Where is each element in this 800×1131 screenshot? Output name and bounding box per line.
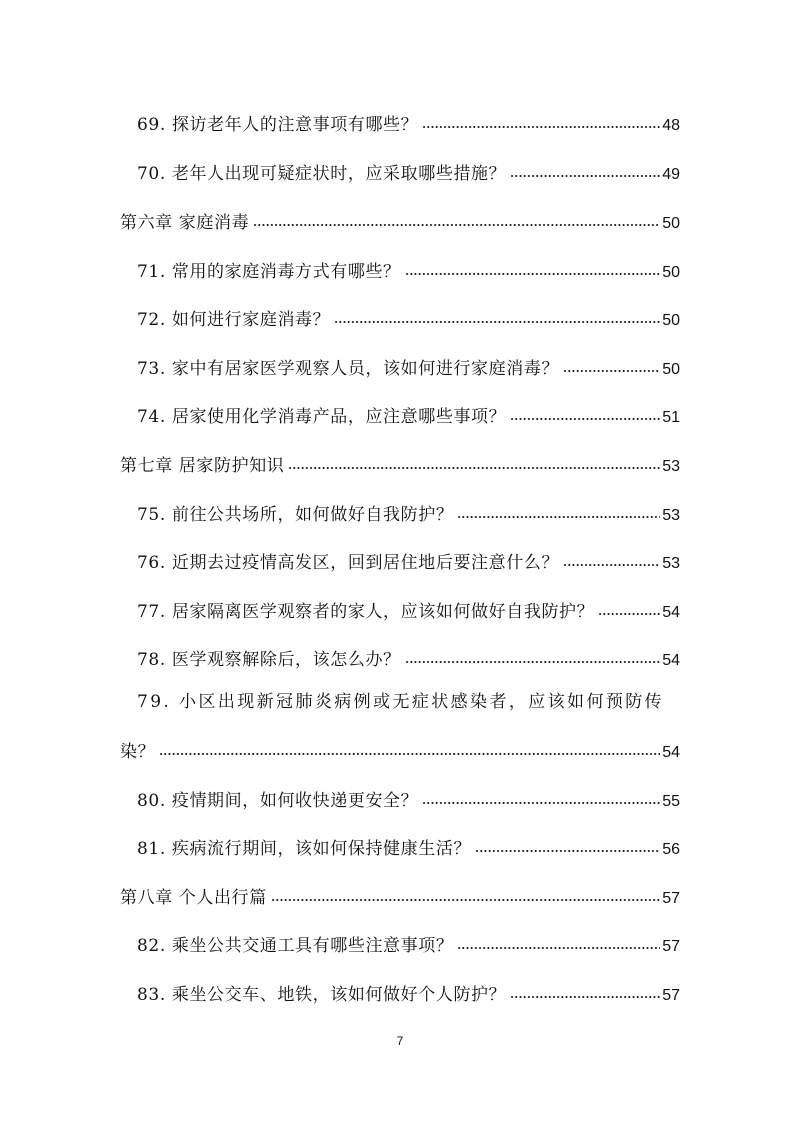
dot-leader <box>405 641 661 665</box>
toc-entry-83[interactable] <box>137 976 680 1005</box>
dot-leader <box>457 496 660 520</box>
dot-leader <box>405 253 661 277</box>
toc-entry-page: 54 <box>662 744 680 761</box>
page-number: 7 <box>396 1034 404 1048</box>
toc-entry-72[interactable] <box>137 301 680 330</box>
toc-entry-label: 81. 疾病流行期间，该如何保持健康生活？ <box>137 839 472 859</box>
toc-entry-page: 53 <box>662 555 680 572</box>
dot-leader <box>510 976 660 1000</box>
dot-leader <box>563 544 660 568</box>
dot-leader <box>253 204 660 228</box>
toc-entry-label: 83. 乘坐公交车、地铁，该如何做好个人防护？ <box>137 985 507 1005</box>
toc-entry-79-line2[interactable] <box>120 733 680 762</box>
toc-entry-82[interactable] <box>137 927 680 956</box>
toc-entry-page: 56 <box>662 841 680 858</box>
toc-entry-label: 78. 医学观察解除后，该怎么办？ <box>137 650 401 670</box>
toc-entry-74[interactable] <box>137 398 680 427</box>
toc-entry-label: 73. 家中有居家医学观察人员，该如何进行家庭消毒？ <box>137 359 560 379</box>
dot-leader <box>422 106 660 130</box>
toc-entry-label: 70. 老年人出现可疑症状时，应采取哪些措施？ <box>137 164 507 184</box>
toc-entry-label: 75. 前往公共场所，如何做好自我防护？ <box>137 505 454 525</box>
toc-entry-label: 71. 常用的家庭消毒方式有哪些？ <box>137 262 401 282</box>
toc-entry-76[interactable] <box>137 544 680 573</box>
toc-entry-page: 57 <box>662 987 680 1004</box>
toc-entry-page: 54 <box>662 604 680 621</box>
dot-leader <box>510 155 660 179</box>
toc-entry-label: 69. 探访老年人的注意事项有哪些？ <box>137 115 419 135</box>
toc-entry-page: 54 <box>662 652 680 669</box>
dot-leader <box>288 447 660 471</box>
toc-entry-page: 53 <box>662 458 680 475</box>
toc-chapter-label: 第六章 家庭消毒 <box>120 213 250 233</box>
toc-entry-81[interactable] <box>137 830 680 859</box>
toc-entry-page: 48 <box>662 117 680 134</box>
toc-entry-page: 55 <box>662 793 680 810</box>
dot-leader <box>271 879 660 903</box>
toc-entry-77[interactable] <box>137 593 680 622</box>
dot-leader <box>334 301 660 325</box>
toc-entry-page: 57 <box>662 890 680 907</box>
toc-entry-page: 57 <box>662 938 680 955</box>
toc-entry-79-line1[interactable]: 79. 小区出现新冠肺炎病例或无症状感染者，应该如何预防传 <box>137 692 665 712</box>
toc-entry-label: 76. 近期去过疫情高发区，回到居住地后要注意什么？ <box>137 553 560 573</box>
toc-entry-71[interactable] <box>137 253 680 282</box>
dot-leader <box>563 350 660 374</box>
toc-entry-75[interactable] <box>137 496 680 525</box>
toc-chapter-label: 第七章 居家防护知识 <box>120 456 285 476</box>
toc-entry-70[interactable] <box>137 155 680 184</box>
toc-entry-73[interactable] <box>137 350 680 379</box>
toc-chapter-8[interactable] <box>120 879 680 908</box>
dot-leader <box>159 733 660 757</box>
toc-entry-page: 49 <box>662 166 680 183</box>
toc-entry-page: 50 <box>662 264 680 281</box>
dot-leader <box>598 593 660 617</box>
toc-entry-page: 53 <box>662 507 680 524</box>
toc-entry-page: 50 <box>662 361 680 378</box>
toc-entry-80[interactable] <box>137 782 680 811</box>
toc-chapter-6[interactable] <box>120 204 680 233</box>
toc-entry-78[interactable] <box>137 641 680 670</box>
toc-entry-label: 74. 居家使用化学消毒产品，应注意哪些事项？ <box>137 407 507 427</box>
toc-entry-69[interactable] <box>137 106 680 135</box>
toc-entry-label: 80. 疫情期间，如何收快递更安全？ <box>137 791 419 811</box>
dot-leader <box>475 830 660 854</box>
toc-entry-label: 82. 乘坐公共交通工具有哪些注意事项？ <box>137 936 454 956</box>
dot-leader <box>510 398 660 422</box>
toc-entry-page: 51 <box>662 409 680 426</box>
toc-chapter-label: 第八章 个人出行篇 <box>120 888 267 908</box>
dot-leader <box>457 927 660 951</box>
toc-entry-label: 72. 如何进行家庭消毒？ <box>137 310 331 330</box>
toc-entry-label: 染？ <box>120 742 156 762</box>
toc-entry-label: 77. 居家隔离医学观察者的家人，应该如何做好自我防护？ <box>137 602 595 622</box>
toc-entry-page: 50 <box>662 215 680 232</box>
toc-entry-page: 50 <box>662 312 680 329</box>
dot-leader <box>422 782 660 806</box>
toc-chapter-7[interactable] <box>120 447 680 476</box>
